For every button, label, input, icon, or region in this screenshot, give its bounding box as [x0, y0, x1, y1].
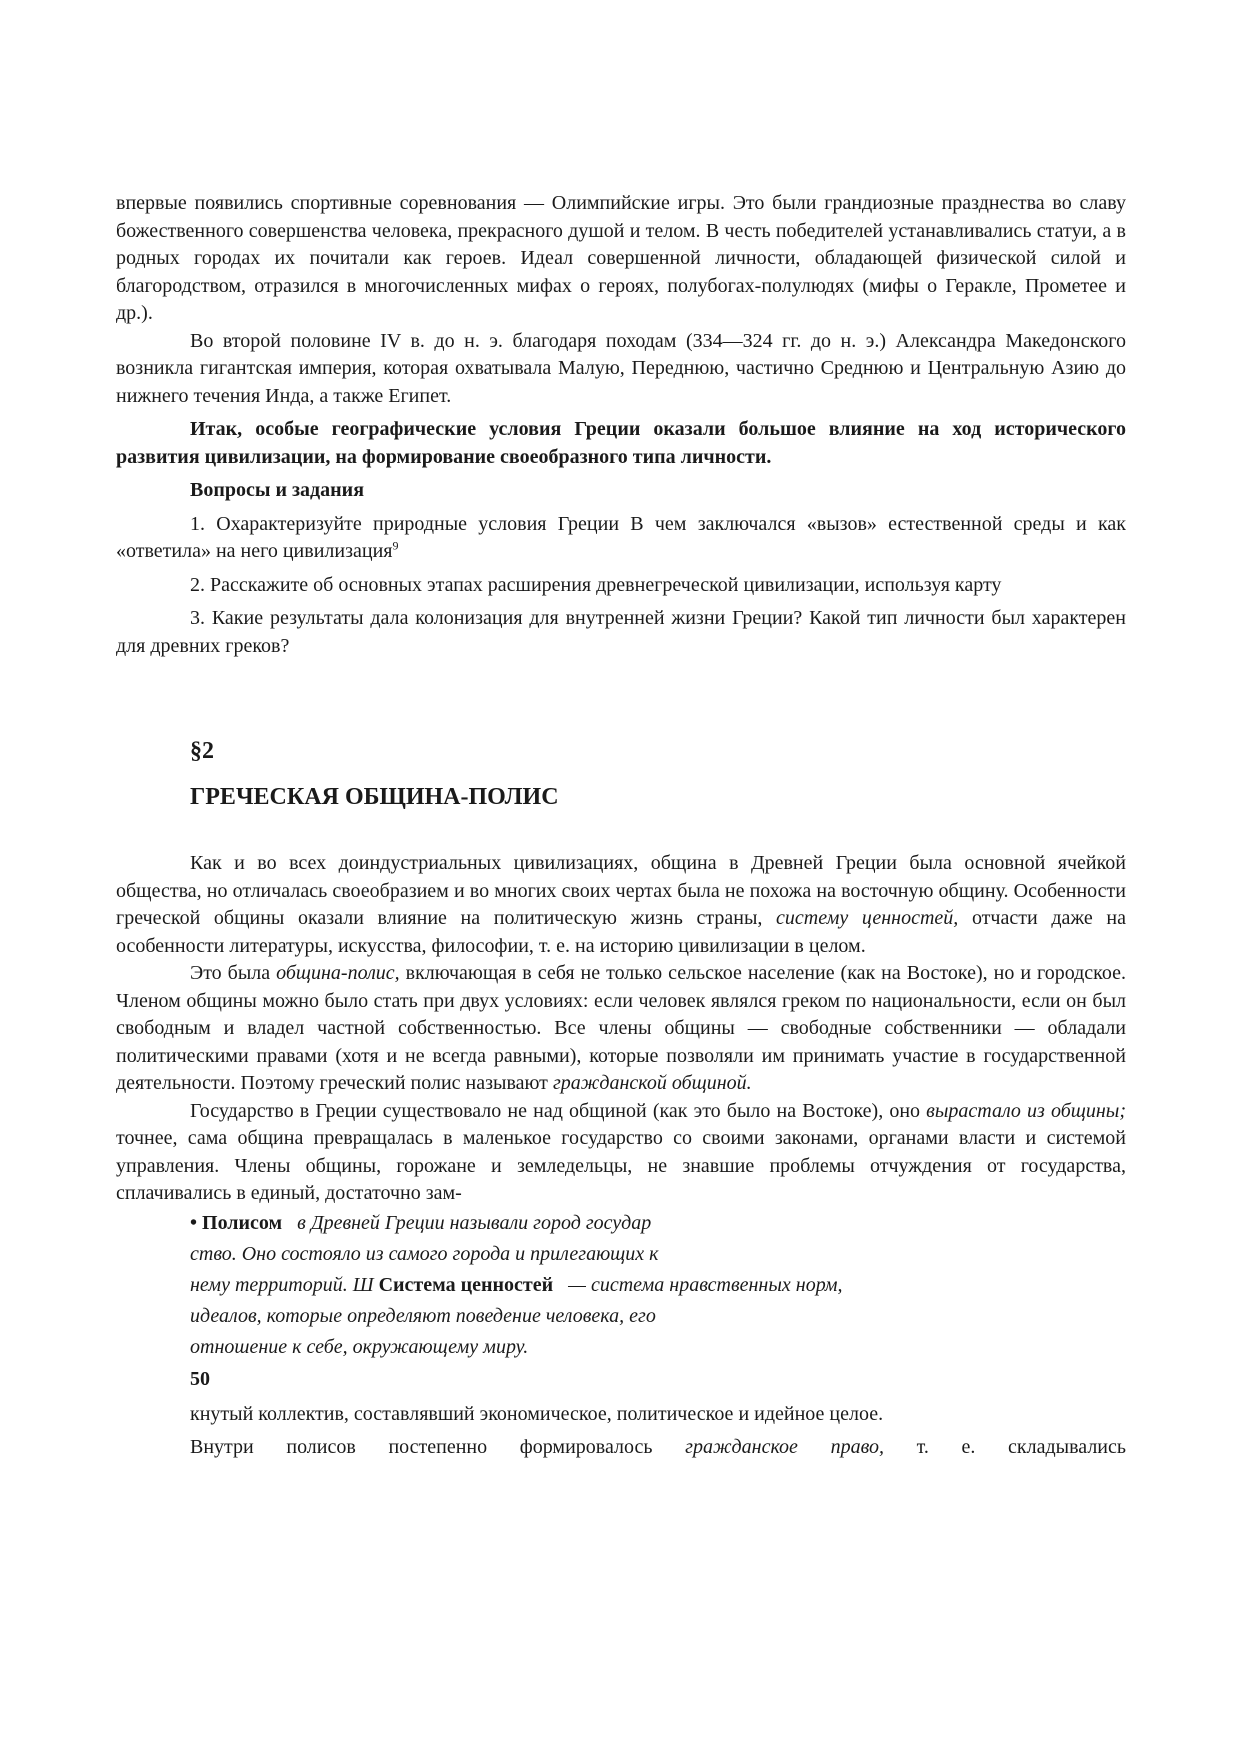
question-1-text: 1. Охарактеризуйте природные условия Греции В чем заключался «вызов» естественной среды и как «ответила» на него цивилизация: [116, 512, 1126, 562]
definition-term-values: Система ценностей: [378, 1273, 554, 1296]
term-civil-law: гражданское право,: [685, 1436, 884, 1458]
definition-term-polis: Полисом: [202, 1211, 283, 1234]
paragraph-state: Государство в Греции существовало не над общиной (как это было на Востоке), оно вырастало из общины; точнее, сама община превращалась в маленькое государство со своими законами, органами власти и системой управления. Члены общины, горожане и земледельцы, не знавшие проблемы отчуждения от государства, сплачивались в единый, достаточно зам-: [116, 1099, 1127, 1204]
definition-values-line-3: отношение к себе, окружающему миру.: [190, 1335, 529, 1358]
page-number: 50: [190, 1367, 210, 1390]
questions-heading: Вопросы и задания: [190, 479, 365, 501]
term-value-system: систему ценностей,: [776, 907, 959, 929]
footnote-marker: 9: [392, 538, 399, 553]
section-title: ГРЕЧЕСКАЯ ОБЩИНА-ПОЛИС: [190, 784, 559, 810]
paragraph-collective: кнутый коллектив, составлявший экономическое, политическое и идейное целое.: [190, 1402, 884, 1425]
definitions-sidebar: [190, 1208, 1010, 1363]
question-1: [116, 511, 1126, 566]
section-number: §2: [190, 738, 214, 764]
paragraph-olympics: впервые появились спортивные соревнования — Олимпийские игры. Это были грандиозные празднества во славу божественного совершенства человека, прекрасного душой и телом. В честь победителей устанавливались статуи, а в родных городах их почитали как героев. Идеал совершенной личности, обладающей физической силой и благородством, отразился в многочисленных мифах о героях, полубогах-полулюдях (мифы о Геракле, Прометее и др.).: [116, 192, 1126, 324]
paragraph-conclusion: Итак, особые географические условия Греции оказали большое влияние на ход исторического развития цивилизации, на формирование своеобразного типа личности.: [116, 418, 1126, 468]
question-3: 3. Какие результаты дала колонизация для внутренней жизни Греции? Какой тип личности был характерен для древних греков?: [116, 607, 1126, 657]
paragraph-community: Как и во всех доиндустриальных цивилизациях, община в Древней Греции была основной ячейкой общества, но отличалась своеобразием и во многих своих чертах была не похожа на восточную общину. Особенности греческой общины оказали влияние на политическую жизнь страны, систему ценностей, отчасти даже на особенности литературы, искусства, философии, т. е. на историю цивилизации в целом.: [116, 852, 1127, 957]
definition-polis-line-1: • Полисом в Древней Греции называли город государ: [190, 1211, 652, 1234]
bullet-icon: •: [190, 1211, 198, 1234]
question-2: 2. Расскажите об основных этапах расширения древнегреческой цивилизации, используя карту: [190, 573, 1002, 596]
paragraph-civil-law: Внутри полисов постепенно формировалось гражданское право, т. е. складывались: [190, 1436, 1127, 1458]
term-grew-from-community: вырастало из общины;: [926, 1099, 1127, 1122]
definition-values-line-2: идеалов, которые определяют поведение человека, его: [190, 1304, 656, 1327]
paragraph-alexander: Во второй половине IV в. до н. э. благодаря походам (334—324 гг. до н. э.) Александра Македонского возникла гигантская империя, которая охватывала Малую, Переднюю, частично Среднюю и Центральную Азию до нижнего течения Инда, а также Египет.: [116, 329, 1126, 407]
definition-polis-line-2: ство. Оно состояло из самого города и прилегающих к: [190, 1242, 659, 1265]
definition-polis-line-3: нему территорий. Ш Система ценностей — система нравственных норм,: [190, 1273, 843, 1296]
section-heading: [190, 736, 1126, 812]
term-community-polis: община-полис,: [276, 962, 400, 984]
marker-icon: Ш: [352, 1273, 374, 1296]
term-civic-community: гражданской общиной.: [552, 1072, 752, 1094]
document-page: [116, 190, 1126, 1462]
paragraph-polis: Это была община-полис, включающая в себя не только сельское население (как на Востоке), но и городское. Членом общины можно было стать при двух условиях: если человек являлся греком по национальности, если он был свободным и владел частной собственностью. Все члены общины — свободные собственники — обладали политическими правами (хотя и не всегда равными), которые позволяли им принимать участие в государственной деятельности. Поэтому греческий полис называют гражданской общиной.: [116, 962, 1126, 1094]
